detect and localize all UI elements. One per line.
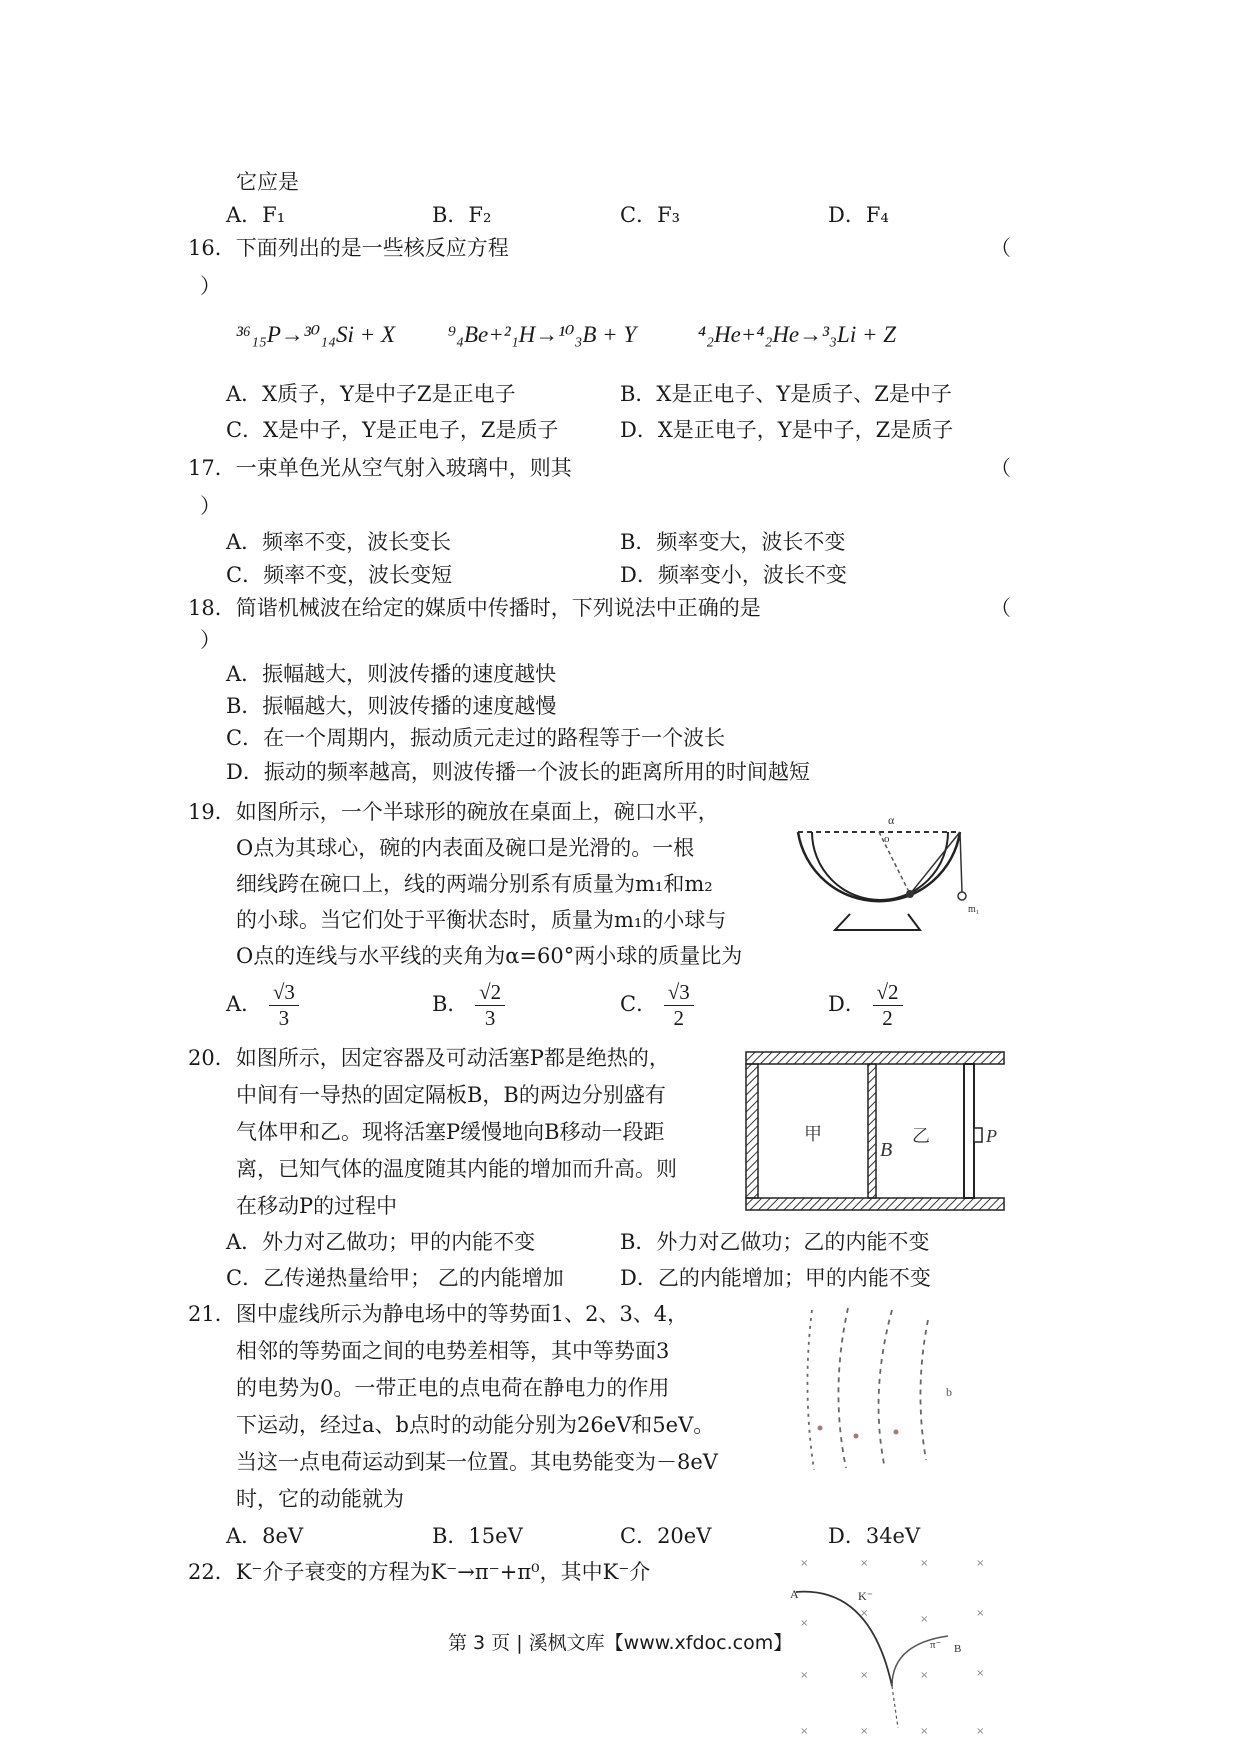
q20-option-a: A．外力对乙做功；甲的内能不变	[226, 1230, 536, 1254]
svg-text:×: ×	[976, 1726, 985, 1737]
q15-option-d: D．F₄	[828, 203, 889, 227]
q17-bracket-close: ）	[200, 494, 221, 518]
q19-line-1: 19．如图所示，一个半球形的碗放在桌面上，碗口水平，	[188, 800, 719, 824]
q18-option-c: C．在一个周期内，振动质元走过的路程等于一个波长	[226, 726, 726, 750]
q21-line-2: 相邻的等势面之间的电势差相等，其中等势面3	[236, 1339, 670, 1363]
q20-line-2: 中间有一导热的固定隔板B，B的两边分别盛有	[236, 1083, 666, 1107]
svg-text:×: ×	[920, 1558, 929, 1569]
q21-option-b: B．15eV	[432, 1524, 523, 1548]
q16-option-a: A．X质子，Y是中子Z是正电子	[226, 382, 516, 406]
container-b-label: B	[880, 1139, 893, 1161]
svg-text:×: ×	[800, 1618, 809, 1629]
q16-option-d: D．X是正电子，Y是中子，Z是质子	[620, 418, 954, 442]
q18-bracket-close: ）	[200, 628, 221, 652]
q15-option-b: B．F₂	[432, 203, 492, 227]
q19-line-5: O点的连线与水平线的夹角为α=60°两小球的质量比为	[236, 944, 743, 968]
bowl-o-label: o	[884, 833, 890, 845]
decay-b-label: B	[954, 1643, 962, 1655]
svg-text:×: ×	[800, 1670, 809, 1681]
q16-equation-1: ³⁶₁₅P→³⁰₁₄Si + X	[236, 322, 396, 347]
q20-line-4: 离，已知气体的温度随其内能的增加而升高。则	[236, 1157, 677, 1181]
q17-bracket-open: （	[990, 456, 1011, 480]
container-figure	[746, 1052, 1006, 1212]
svg-text:×: ×	[976, 1558, 985, 1569]
q15-option-c: C．F₃	[620, 203, 681, 227]
q20-line-3: 气体甲和乙。现将活塞P缓慢地向B移动一段距	[236, 1120, 665, 1144]
svg-text:×: ×	[860, 1608, 869, 1619]
q19-line-3: 细线跨在碗口上，线的两端分别系有质量为m₁和m₂	[236, 872, 713, 896]
q22-stem: 22．K⁻介子衰变的方程为K⁻→π⁻+π⁰，其中K⁻介	[188, 1560, 651, 1584]
q21-option-a: A．8eV	[226, 1524, 304, 1548]
q21-line-4: 下运动，经过a、b点时的动能分别为26eV和5eV。	[236, 1413, 715, 1437]
svg-text:×: ×	[860, 1726, 869, 1737]
svg-text:×: ×	[920, 1670, 929, 1681]
q21-line-1: 21．图中虚线所示为静电场中的等势面1、2、3、4，	[188, 1302, 689, 1326]
svg-text:×: ×	[860, 1558, 869, 1569]
q17-option-a: A．频率不变，波长变长	[226, 530, 452, 554]
q17-option-b: B．频率变大，波长不变	[620, 530, 846, 554]
container-yi-label: 乙	[912, 1126, 930, 1147]
bowl-m1-label: m₁	[968, 904, 980, 915]
q19-line-4: 的小球。当它们处于平衡状态时，质量为m₁的小球与	[236, 908, 727, 932]
svg-text:×: ×	[800, 1726, 809, 1737]
q20-line-1: 20．如图所示，因定容器及可动活塞P都是绝热的，	[188, 1046, 670, 1070]
q20-option-d: D．乙的内能增加；甲的内能不变	[620, 1266, 931, 1290]
q17-option-c: C．频率不变，波长变短	[226, 563, 453, 587]
q19-option-d-numerator: √2	[873, 980, 903, 1006]
q16-equation-2: ⁹₄Be+²₁H→¹⁰₃B + Y	[448, 322, 637, 347]
q16-equation-3: ⁴₂He+⁴₂He→³₃Li + Z	[698, 322, 897, 347]
q19-option-d: D． $\frac{√2}{2}$	[828, 980, 903, 1031]
q20-option-b: B．外力对乙做功；乙的内能不变	[620, 1230, 930, 1254]
q18-option-d: D．振动的频率越高，则波传播一个波长的距离所用的时间越短	[226, 760, 810, 784]
q20-line-5: 在移动P的过程中	[236, 1194, 398, 1218]
q21-option-c: C．20eV	[620, 1524, 712, 1548]
q16-bracket-open: （	[990, 236, 1011, 260]
q16-stem: 16．下面列出的是一些核反应方程	[188, 236, 509, 260]
q21-option-d: D．34eV	[828, 1524, 921, 1548]
q19-option-a-denominator: 3	[278, 1006, 290, 1030]
svg-text:×: ×	[976, 1668, 985, 1679]
q19-option-b: B． $\frac{√2}{3}$	[432, 980, 505, 1031]
decay-a-label: A	[790, 1587, 799, 1601]
q21-line-3: 的电势为0。一带正电的点电荷在静电力的作用	[236, 1376, 670, 1400]
container-p-label: P	[986, 1126, 997, 1146]
q18-option-b: B．振幅越大，则波传播的速度越慢	[226, 694, 557, 718]
q18-bracket-open: （	[990, 596, 1011, 620]
q19-option-d-denominator: 2	[882, 1006, 893, 1030]
q19-line-2: O点为其球心，碗的内表面及碗口是光滑的。一根	[236, 836, 695, 860]
bowl-figure	[790, 812, 980, 952]
q19-option-b-numerator: √2	[475, 980, 505, 1006]
q18-option-a: A．振幅越大，则波传播的速度越快	[226, 662, 557, 686]
svg-text:×: ×	[860, 1670, 869, 1681]
q19-option-a: A． $\frac{√3}{3}$	[226, 980, 299, 1031]
q15-continuation: 它应是	[236, 170, 299, 194]
page-footer: 第 3 页 | 溪枫文库【www.xfdoc.com】	[448, 1632, 793, 1654]
decay-k-label: K⁻	[858, 1589, 873, 1603]
bowl-alpha-label: α	[888, 813, 895, 827]
q19-option-b-denominator: 3	[484, 1006, 496, 1030]
svg-text:×: ×	[920, 1614, 929, 1625]
q15-option-a: A．F₁	[226, 203, 286, 227]
q17-stem: 17．一束单色光从空气射入玻璃中，则其	[188, 456, 572, 480]
equipotential-figure	[800, 1300, 960, 1480]
q21-line-6: 时，它的动能就为	[236, 1487, 404, 1511]
svg-text:×: ×	[800, 1558, 809, 1569]
q21-line-5: 当这一点电荷运动到某一位置。其电势能变为－8eV	[236, 1450, 718, 1474]
q20-option-c: C．乙传递热量给甲； 乙的内能增加	[226, 1266, 564, 1290]
q19-option-c-numerator: √3	[664, 980, 694, 1006]
q16-option-c: C．X是中子，Y是正电子，Z是质子	[226, 418, 559, 442]
q19-option-a-numerator: √3	[269, 980, 299, 1006]
q18-stem: 18．简谐机械波在给定的媒质中传播时，下列说法中正确的是	[188, 596, 761, 620]
q19-option-c-denominator: 2	[673, 1006, 685, 1030]
q17-option-d: D．频率变小，波长不变	[620, 563, 847, 587]
decay-figure	[780, 1556, 1000, 1754]
equipotential-b-label: b	[946, 1385, 952, 1399]
svg-text:×: ×	[976, 1608, 985, 1619]
q16-bracket-close: ）	[200, 274, 221, 298]
decay-pi-label: π⁻	[930, 1639, 942, 1651]
container-jia-label: 甲	[804, 1124, 822, 1145]
svg-text:×: ×	[920, 1726, 929, 1737]
q16-option-b: B．X是正电子、Y是质子、Z是中子	[620, 382, 952, 406]
q19-option-c: C． $\frac{√3}{2}$	[620, 980, 694, 1031]
